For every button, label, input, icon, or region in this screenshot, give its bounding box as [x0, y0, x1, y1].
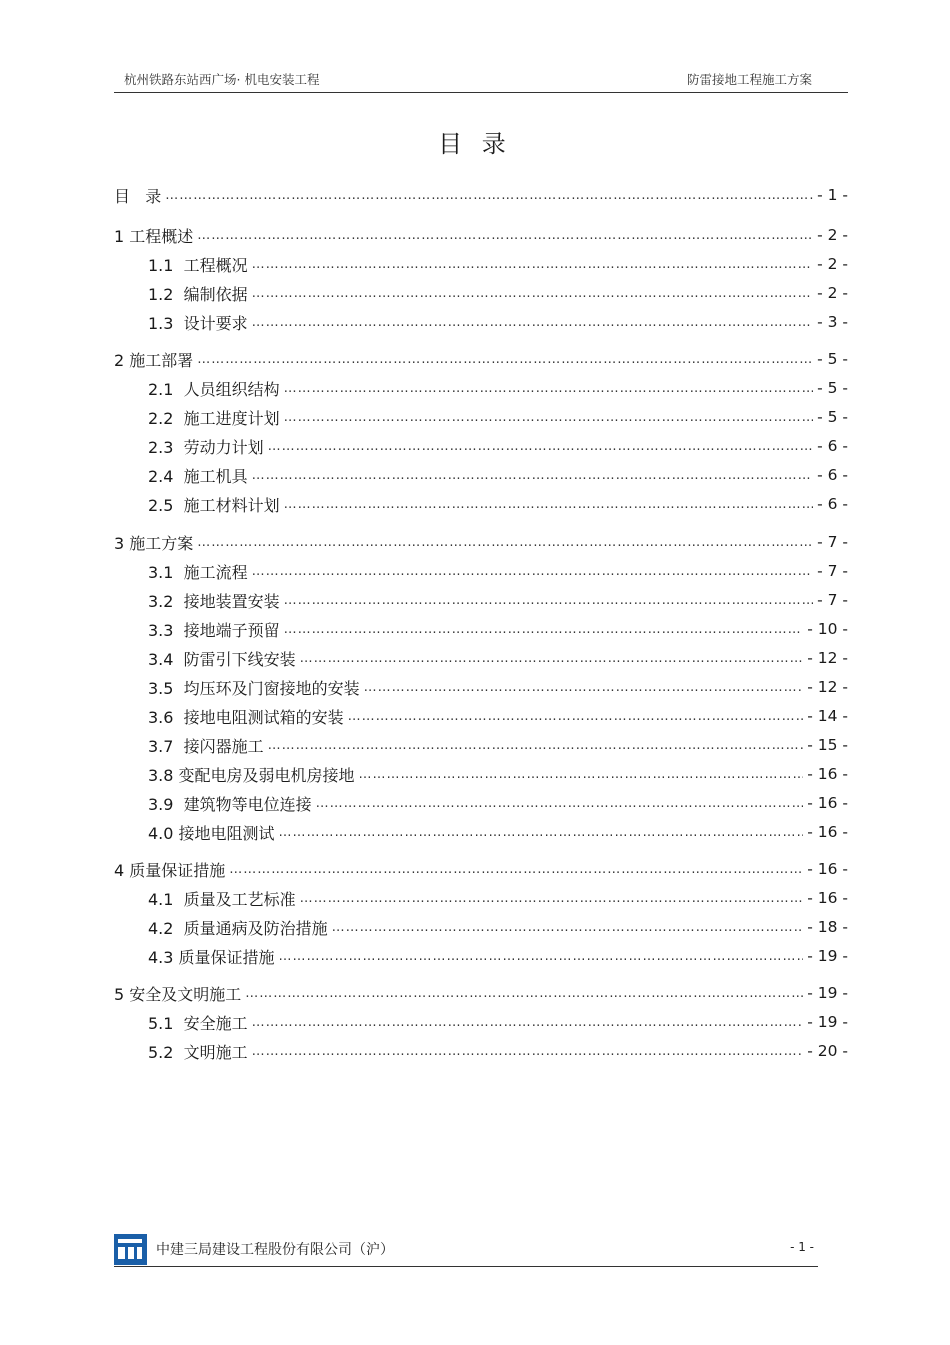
- toc-entry-page: - 7 -: [817, 533, 848, 551]
- toc-leader-dots: [284, 410, 813, 425]
- toc-entry-label: 5 安全及文明施工: [114, 984, 242, 1004]
- toc-entry[interactable]: [114, 914, 848, 940]
- toc-leader-dots: [252, 315, 813, 330]
- toc-entry-page: - 14 -: [807, 707, 848, 725]
- toc-entry-page: - 16 -: [807, 823, 848, 841]
- toc-entry-page: - 6 -: [817, 437, 848, 455]
- header-project-name: 杭州铁路东站西广场· 机电安装工程: [124, 72, 320, 87]
- toc-entry[interactable]: [114, 222, 848, 248]
- company-logo-icon: [114, 1234, 147, 1265]
- toc-entry[interactable]: [114, 404, 848, 430]
- toc-entry-page: - 5 -: [817, 379, 848, 397]
- toc-leader-dots: [268, 439, 813, 454]
- toc-leader-dots: [279, 949, 804, 964]
- toc-entry[interactable]: [114, 182, 848, 208]
- toc-entry-page: - 7 -: [817, 562, 848, 580]
- toc-entry-label: 3.3 接地端子预留: [148, 620, 280, 640]
- toc-entry-label: 2 施工部署: [114, 350, 194, 370]
- toc-entry-label: 5.1 安全施工: [148, 1013, 248, 1033]
- toc-entry-label: 2.3 劳动力计划: [148, 437, 264, 457]
- toc-leader-dots: [252, 286, 813, 301]
- toc-entry-label: 3.7 接闪器施工: [148, 736, 264, 756]
- toc-entry[interactable]: [114, 251, 848, 277]
- toc-entry[interactable]: [114, 761, 848, 787]
- toc-entry[interactable]: [114, 645, 848, 671]
- toc-entry-label: 3.4 防雷引下线安装: [148, 649, 296, 669]
- toc-entry[interactable]: [114, 819, 848, 845]
- toc-entry-label: 3.1 施工流程: [148, 562, 248, 582]
- toc-entry-page: - 6 -: [817, 495, 848, 513]
- toc-entry-label: 2.5 施工材料计划: [148, 495, 280, 515]
- toc-entry-page: - 3 -: [817, 313, 848, 331]
- toc-entry[interactable]: [114, 529, 848, 555]
- footer-company-name: 中建三局建设工程股份有限公司（沪）: [156, 1242, 394, 1258]
- toc-entry-page: - 2 -: [817, 284, 848, 302]
- toc-entry-page: - 18 -: [807, 918, 848, 936]
- toc-entry-page: - 6 -: [817, 466, 848, 484]
- toc-leader-dots: [252, 564, 813, 579]
- toc-entry-label: 2.1 人员组织结构: [148, 379, 280, 399]
- toc-entry[interactable]: [114, 375, 848, 401]
- toc-leader-dots: [197, 352, 813, 367]
- toc-leader-dots: [300, 891, 804, 906]
- toc-entry[interactable]: [114, 309, 848, 335]
- footer-page-number: - 1 -: [790, 1240, 814, 1254]
- toc-leader-dots: [252, 468, 813, 483]
- toc-entry-label: 5.2 文明施工: [148, 1042, 248, 1062]
- toc-entry-label: 3.5 均压环及门窗接地的安装: [148, 678, 360, 698]
- page-footer: [114, 1232, 818, 1267]
- toc-entry-label: 3.8 变配电房及弱电机房接地: [148, 765, 355, 785]
- toc-entry-page: - 19 -: [807, 984, 848, 1002]
- toc-entry-label: 3 施工方案: [114, 533, 194, 553]
- toc-entry-page: - 16 -: [807, 765, 848, 783]
- toc-entry-page: - 5 -: [817, 408, 848, 426]
- toc-entry-label: 2.2 施工进度计划: [148, 408, 280, 428]
- toc-entry-label: 4.3 质量保证措施: [148, 947, 275, 967]
- toc-entry[interactable]: [114, 943, 848, 969]
- toc-entry-page: - 1 -: [817, 186, 848, 204]
- toc-entry[interactable]: [114, 732, 848, 758]
- toc-leader-dots: [252, 1015, 804, 1030]
- toc-leader-dots: [197, 228, 813, 243]
- toc-entry[interactable]: [114, 346, 848, 372]
- toc-leader-dots: [332, 920, 804, 935]
- toc-entry-label: 1 工程概述: [114, 226, 194, 246]
- toc-entry[interactable]: [114, 674, 848, 700]
- toc-entry-label: 1.3 设计要求: [148, 313, 248, 333]
- toc-entry-page: - 5 -: [817, 350, 848, 368]
- toc-leader-dots: [279, 825, 804, 840]
- toc-leader-dots: [252, 1044, 804, 1059]
- toc-entry[interactable]: [114, 856, 848, 882]
- toc-entry[interactable]: [114, 980, 848, 1006]
- toc-leader-dots: [284, 381, 813, 396]
- toc-entry-page: - 19 -: [807, 947, 848, 965]
- toc-entry[interactable]: [114, 885, 848, 911]
- toc-entry[interactable]: [114, 1009, 848, 1035]
- toc-entry-label: 4.0 接地电阻测试: [148, 823, 275, 843]
- toc-leader-dots: [252, 257, 813, 272]
- toc-entry-label: 3.6 接地电阻测试箱的安装: [148, 707, 344, 727]
- toc-entry-label: 4.1 质量及工艺标准: [148, 889, 296, 909]
- toc-entry[interactable]: [114, 703, 848, 729]
- page-header: [114, 66, 848, 93]
- toc-entry-label: 3.2 接地装置安装: [148, 591, 280, 611]
- toc-leader-dots: [284, 622, 804, 637]
- toc-entry[interactable]: [114, 587, 848, 613]
- toc-entry-label: 2.4 施工机具: [148, 466, 248, 486]
- toc-entry-label: 4 质量保证措施: [114, 860, 226, 880]
- header-document-title: 防雷接地工程施工方案: [686, 72, 812, 87]
- toc-entry-label: 目 录: [114, 186, 162, 206]
- toc-leader-dots: [197, 535, 813, 550]
- toc-entry[interactable]: [114, 790, 848, 816]
- toc-entry[interactable]: [114, 616, 848, 642]
- toc-leader-dots: [316, 796, 804, 811]
- toc-entry-page: - 12 -: [807, 678, 848, 696]
- toc-entry[interactable]: [114, 433, 848, 459]
- toc-entry-page: - 16 -: [807, 794, 848, 812]
- toc-entry-page: - 20 -: [807, 1042, 848, 1060]
- toc-leader-dots: [245, 986, 803, 1001]
- toc-entry[interactable]: [114, 462, 848, 488]
- toc-entry-page: - 2 -: [817, 226, 848, 244]
- toc-entry-label: 1.2 编制依据: [148, 284, 248, 304]
- toc-entry-label: 4.2 质量通病及防治措施: [148, 918, 328, 938]
- toc-entry[interactable]: [114, 558, 848, 584]
- toc-entry-page: - 10 -: [807, 620, 848, 638]
- toc-entry-label: 1.1 工程概况: [148, 255, 248, 275]
- toc-entry-page: - 16 -: [807, 889, 848, 907]
- toc-leader-dots: [348, 709, 804, 724]
- toc-entry-label: 3.9 建筑物等电位连接: [148, 794, 312, 814]
- toc-entry-page: - 2 -: [817, 255, 848, 273]
- toc-leader-dots: [165, 188, 813, 203]
- toc-leader-dots: [268, 738, 804, 753]
- toc-leader-dots: [284, 593, 813, 608]
- toc-entry-page: - 19 -: [807, 1013, 848, 1031]
- toc-entry[interactable]: [114, 280, 848, 306]
- page-title: 目 录: [438, 130, 512, 158]
- toc-leader-dots: [364, 680, 804, 695]
- toc-entry[interactable]: [114, 1038, 848, 1064]
- toc-entry-page: - 15 -: [807, 736, 848, 754]
- toc-leader-dots: [284, 497, 813, 512]
- toc-entry-page: - 16 -: [807, 860, 848, 878]
- toc-entry-page: - 7 -: [817, 591, 848, 609]
- toc-entry-page: - 12 -: [807, 649, 848, 667]
- toc-leader-dots: [359, 767, 804, 782]
- toc-leader-dots: [229, 862, 803, 877]
- toc-entry[interactable]: [114, 491, 848, 517]
- toc-leader-dots: [300, 651, 804, 666]
